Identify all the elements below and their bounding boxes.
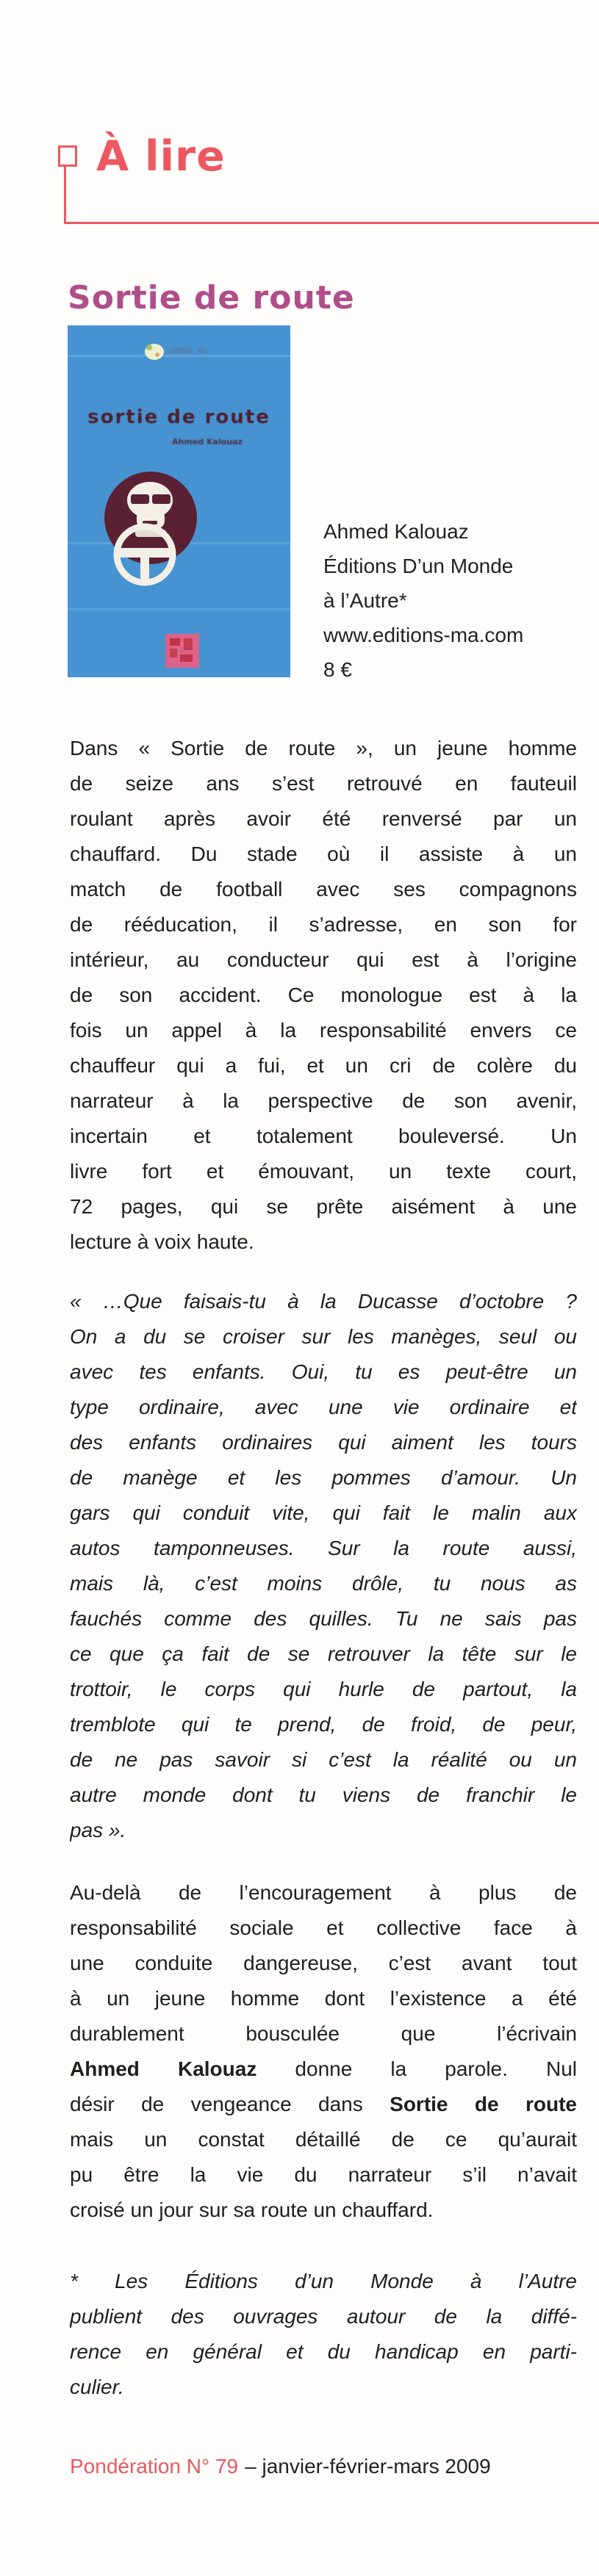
article-title: Sortie de route [68,279,355,317]
text-line: gars qui conduit vite, qui fait le malin aux [70,1501,577,1524]
text-line: match de football avec ses compagnons [70,878,577,901]
text-line: rence en général et du handicap en parti- [70,2340,577,2363]
book-excerpt-quote [70,1284,577,1848]
cover-byline: Ahmed Kalouaz [172,437,243,447]
book-publisher-line2: à l’Autre* [323,589,407,612]
book-info [323,514,523,687]
text-line: de manège et les pommes d’amour. Un [70,1466,577,1489]
text-line: livre fort et émouvant, un texte court, [70,1160,577,1183]
text-line: « …Que faisais-tu à la Ducasse d’octobre ? [70,1290,577,1313]
text-line: autre monde dont tu viens de franchir le [70,1783,577,1806]
cover-title: sortie de route [87,406,270,428]
text-line: de son accident. Ce monologue est à la [70,984,577,1006]
review-paragraph [70,731,577,1260]
text-line: une conduite dangereuse, c’est avant tout [70,1952,577,1974]
text-line: Dans « Sortie de route », un jeune homme [70,737,577,760]
text-line: Au-delà de l’encouragement à plus de [70,1881,577,1904]
publisher-footnote [70,2264,577,2405]
text-line: * Les Éditions d’un Monde à l’Autre [70,2270,577,2292]
text-line: de ne pas savoir si c’est la réalité ou un [70,1748,577,1771]
text-line: intérieur, au conducteur qui est à l’origine [70,948,577,971]
section-title: À lire [96,132,226,181]
text-line: à un jeune homme dont l’existence a été [70,1987,577,2010]
text-line: avec tes enfants. Oui, tu es peut-être un [70,1360,577,1383]
text-line: Ahmed Kalouaz donne la parole. Nul [70,2057,577,2080]
text-line: lecture à voix haute. [70,1230,254,1253]
text-line: responsabilité sociale et collective face à [70,1916,577,1939]
text-line: narrateur à la perspective de son avenir, [70,1089,577,1112]
book-cover-art [68,325,290,677]
book-website: www.editions-ma.com [323,624,524,646]
magazine-name: Pondération N° 79 [70,2455,239,2478]
text-line: durablement bousculée que l’écrivain [70,2022,577,2045]
book-price: 8 € [323,658,352,681]
text-line: désir de vengeance dans Sortie de route [70,2093,577,2115]
section-marker-icon [58,145,77,167]
text-line: pas ». [70,1819,126,1841]
price-sticker [165,634,199,668]
review-paragraph [70,1875,577,2228]
text-line: ce que ça fait de se retrouver la tête sur le [70,1642,577,1665]
book-author: Ahmed Kalouaz [323,520,469,543]
text-line: publient des ouvrages autour de la diffé- [70,2305,577,2328]
text-line: incertain et totalement bouleversé. Un [70,1125,577,1147]
text-line: chauffeur qui a fui, et un cri de colère du [70,1054,577,1077]
text-line: type ordinaire, avec une vie ordinaire et [70,1396,577,1418]
book-publisher-line1: Éditions D’un Monde [323,555,514,577]
text-line: pu être la vie du narrateur s’il n’avait [70,2163,577,2186]
text-line: On a du se croiser sur les manèges, seul ou [70,1325,577,1348]
text-line: roulant après avoir été renversé par un [70,807,577,830]
text-line: chauffard. Du stade où il assiste à un [70,843,577,865]
text-line: tremblote qui te prend, de froid, de peur, [70,1713,577,1736]
text-line: fauchés comme des quilles. Tu ne sais pas [70,1607,577,1630]
text-line: de seize ans s’est retrouvé en fauteuil [70,772,577,795]
text-line: des enfants ordinaires qui aiment les tours [70,1431,577,1454]
text-line: autos tamponneuses. Sur la route aussi, [70,1537,577,1559]
text-line: de rééducation, il s’adresse, en son for [70,913,577,936]
text-line: culier. [70,2375,124,2398]
text-line: mais un constat détaillé de ce qu’aurait [70,2128,577,2151]
text-line: croisé un jour sur sa route un chauffard. [70,2198,434,2221]
book-cover [68,325,290,677]
page-footer [70,2452,491,2481]
issue-date: – janvier-février-mars 2009 [245,2455,491,2478]
text-line: mais là, c’est moins drôle, tu nous as [70,1572,577,1595]
section-rule-vertical [64,165,66,223]
text-line: trottoir, le corps qui hurle de partout, la [70,1678,577,1700]
section-rule-horizontal [64,222,599,224]
text-line: 72 pages, qui se prête aisément à une [70,1195,577,1218]
text-line: fois un appel à la responsabilité envers ce [70,1019,577,1042]
